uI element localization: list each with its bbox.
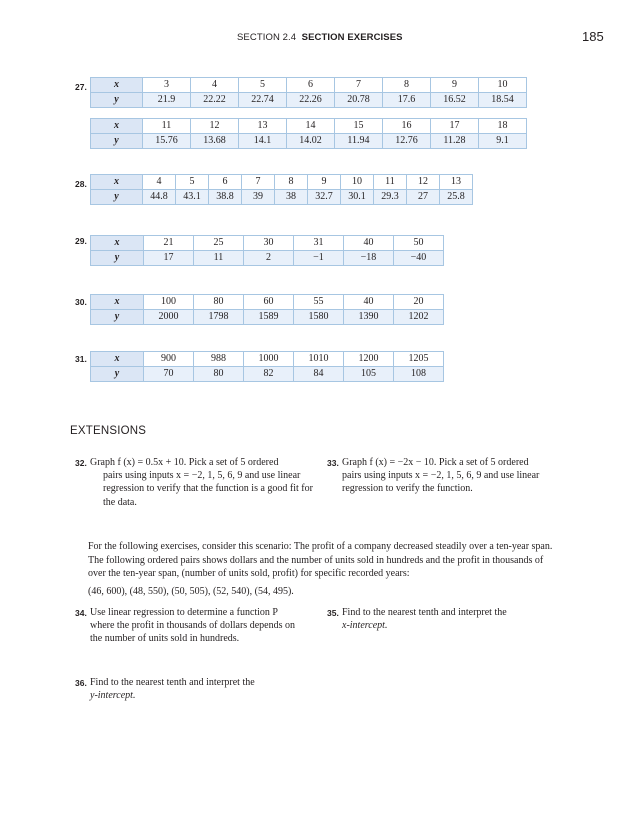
scenario-line: The following ordered pairs shows dollars and the number of units sold in hundreds and the profit in thousands of: [88, 554, 544, 566]
x-value-cell: 1200: [344, 352, 394, 367]
x-row: [91, 119, 527, 134]
exercise-36: [75, 676, 325, 706]
exercise-number-35: 35.: [327, 608, 339, 618]
x-value-cell: 12: [191, 119, 239, 134]
exercise-36-line: Find to the nearest tenth and interpret the: [90, 677, 255, 688]
y-row-label: y: [91, 190, 143, 205]
exercise-number-33: 33.: [327, 458, 339, 468]
x-value-cell: 988: [194, 352, 244, 367]
y-value-cell: 13.68: [191, 134, 239, 149]
y-value-cell: −1: [294, 251, 344, 266]
y-value-cell: 43.1: [176, 190, 209, 205]
exercise-number-27: 27.: [75, 82, 87, 92]
exercise-32-line: the data.: [103, 496, 137, 508]
y-value-cell: 22.74: [239, 93, 287, 108]
y-value-cell: 32.7: [308, 190, 341, 205]
x-value-cell: 1000: [244, 352, 294, 367]
x-row: [91, 236, 444, 251]
x-value-cell: 6: [209, 175, 242, 190]
scenario-line: For the following exercises, consider this scenario: The profit of a company decreased steadily over a ten-year span.: [88, 541, 553, 552]
exercise-number-29: 29.: [75, 236, 87, 246]
y-row: [91, 93, 527, 108]
y-value-cell: 9.1: [479, 134, 527, 149]
x-value-cell: 11: [374, 175, 407, 190]
y-value-cell: 105: [344, 367, 394, 382]
x-value-cell: 13: [239, 119, 287, 134]
y-value-cell: 11.94: [335, 134, 383, 149]
x-row-label: x: [91, 236, 144, 251]
y-value-cell: 21.9: [143, 93, 191, 108]
exercise-34-line: where the profit in thousands of dollars depends on: [90, 620, 295, 632]
data-table-29: [90, 235, 444, 266]
exercise-number-31: 31.: [75, 354, 87, 364]
x-value-cell: 50: [394, 236, 444, 251]
x-value-cell: 60: [244, 295, 294, 310]
x-value-cell: 18: [479, 119, 527, 134]
x-value-cell: 10: [479, 78, 527, 93]
exercise-number-34: 34.: [75, 608, 87, 618]
x-value-cell: 17: [431, 119, 479, 134]
x-value-cell: 6: [287, 78, 335, 93]
y-value-cell: 1580: [294, 310, 344, 325]
x-value-cell: 7: [335, 78, 383, 93]
exercise-32: [75, 456, 325, 516]
x-value-cell: 80: [194, 295, 244, 310]
x-value-cell: 5: [239, 78, 287, 93]
exercise-33-line: Graph f (x) = −2x − 10. Pick a set of 5 ordered: [342, 457, 529, 468]
y-value-cell: 44.8: [143, 190, 176, 205]
x-value-cell: 1010: [294, 352, 344, 367]
x-value-cell: 12: [407, 175, 440, 190]
x-row-label: x: [91, 78, 143, 93]
y-value-cell: 70: [144, 367, 194, 382]
y-row: [91, 134, 527, 149]
x-value-cell: 1205: [394, 352, 444, 367]
x-value-cell: 14: [287, 119, 335, 134]
y-value-cell: 2: [244, 251, 294, 266]
data-table-28: [90, 174, 473, 205]
exercise-number-36: 36.: [75, 678, 87, 688]
x-row: [91, 352, 444, 367]
y-value-cell: 27: [407, 190, 440, 205]
x-value-cell: 8: [383, 78, 431, 93]
x-value-cell: 25: [194, 236, 244, 251]
y-value-cell: 16.52: [431, 93, 479, 108]
y-value-cell: 2000: [144, 310, 194, 325]
exercise-number-30: 30.: [75, 297, 87, 307]
x-value-cell: 31: [294, 236, 344, 251]
section-heading: SECTION 2.4 SECTION EXERCISES: [237, 32, 403, 43]
x-value-cell: 16: [383, 119, 431, 134]
extensions-heading: EXTENSIONS: [70, 425, 147, 437]
y-row: [91, 190, 473, 205]
x-value-cell: 20: [394, 295, 444, 310]
scenario-line: over the ten-year span, (number of units sold, profit) for specific recorded years:: [88, 568, 410, 579]
x-value-cell: 9: [308, 175, 341, 190]
y-value-cell: 20.78: [335, 93, 383, 108]
y-value-cell: 84: [294, 367, 344, 382]
x-value-cell: 55: [294, 295, 344, 310]
exercise-34-line: the number of units sold in hundreds.: [90, 633, 240, 645]
x-row: [91, 295, 444, 310]
y-value-cell: 1202: [394, 310, 444, 325]
x-value-cell: 13: [440, 175, 473, 190]
y-row: [91, 251, 444, 266]
x-value-cell: 40: [344, 295, 394, 310]
y-row-label: y: [91, 251, 144, 266]
y-value-cell: 82: [244, 367, 294, 382]
exercise-number-32: 32.: [75, 458, 87, 468]
y-value-cell: 18.54: [479, 93, 527, 108]
y-value-cell: 15.76: [143, 134, 191, 149]
y-value-cell: 17.6: [383, 93, 431, 108]
y-row-label: y: [91, 134, 143, 149]
x-row-label: x: [91, 295, 144, 310]
y-value-cell: 12.76: [383, 134, 431, 149]
x-value-cell: 3: [143, 78, 191, 93]
x-row: [91, 175, 473, 190]
x-row: [91, 78, 527, 93]
y-value-cell: 22.26: [287, 93, 335, 108]
y-value-cell: 22.22: [191, 93, 239, 108]
x-value-cell: 4: [143, 175, 176, 190]
exercise-33-line: pairs using inputs x = −2, 1, 5, 6, 9 and use linear: [342, 470, 540, 482]
exercise-35-line: Find to the nearest tenth and interpret the: [342, 607, 507, 618]
exercise-36-line: y-intercept.: [90, 690, 136, 702]
x-value-cell: 5: [176, 175, 209, 190]
x-value-cell: 7: [242, 175, 275, 190]
y-value-cell: 38: [275, 190, 308, 205]
exercise-33: [327, 456, 587, 504]
y-row: [91, 367, 444, 382]
page-number: 185: [582, 29, 604, 44]
y-value-cell: −18: [344, 251, 394, 266]
x-value-cell: 4: [191, 78, 239, 93]
y-value-cell: 39: [242, 190, 275, 205]
y-row-label: y: [91, 93, 143, 108]
y-value-cell: 25.8: [440, 190, 473, 205]
x-value-cell: 11: [143, 119, 191, 134]
scenario-paragraph: [88, 540, 593, 581]
y-value-cell: 17: [144, 251, 194, 266]
y-value-cell: 11.28: [431, 134, 479, 149]
x-value-cell: 9: [431, 78, 479, 93]
y-value-cell: 108: [394, 367, 444, 382]
x-value-cell: 15: [335, 119, 383, 134]
exercise-35-line: x-intercept.: [342, 620, 388, 632]
x-value-cell: 100: [144, 295, 194, 310]
y-value-cell: 1589: [244, 310, 294, 325]
data-table-27a: [90, 77, 527, 108]
y-value-cell: 38.8: [209, 190, 242, 205]
y-value-cell: 80: [194, 367, 244, 382]
y-value-cell: 29.3: [374, 190, 407, 205]
exercise-32-line: Graph f (x) = 0.5x + 10. Pick a set of 5 ordered: [90, 457, 279, 468]
x-row-label: x: [91, 352, 144, 367]
x-value-cell: 30: [244, 236, 294, 251]
x-value-cell: 8: [275, 175, 308, 190]
y-value-cell: 1390: [344, 310, 394, 325]
x-value-cell: 40: [344, 236, 394, 251]
y-value-cell: 14.1: [239, 134, 287, 149]
exercise-32-line: pairs using inputs x = −2, 1, 5, 6, 9 and use linear: [103, 470, 301, 482]
y-value-cell: 11: [194, 251, 244, 266]
y-value-cell: 30.1: [341, 190, 374, 205]
exercise-34-line: Use linear regression to determine a function P: [90, 607, 278, 618]
exercise-33-line: regression to verify the function.: [342, 483, 473, 495]
ordered-pairs: (46, 600), (48, 550), (50, 505), (52, 540), (54, 495).: [88, 586, 294, 597]
exercise-35: [327, 606, 577, 636]
x-value-cell: 10: [341, 175, 374, 190]
exercise-32-line: regression to verify that the function is a good fit for: [103, 483, 313, 495]
data-table-31: [90, 351, 444, 382]
data-table-27b: [90, 118, 527, 149]
y-row-label: y: [91, 310, 144, 325]
running-head: [0, 31, 630, 47]
y-value-cell: 14.02: [287, 134, 335, 149]
x-row-label: x: [91, 175, 143, 190]
data-table-30: [90, 294, 444, 325]
x-row-label: x: [91, 119, 143, 134]
y-value-cell: −40: [394, 251, 444, 266]
x-value-cell: 900: [144, 352, 194, 367]
exercise-number-28: 28.: [75, 179, 87, 189]
y-value-cell: 1798: [194, 310, 244, 325]
y-row-label: y: [91, 367, 144, 382]
y-row: [91, 310, 444, 325]
exercise-34: [75, 606, 325, 650]
x-value-cell: 21: [144, 236, 194, 251]
